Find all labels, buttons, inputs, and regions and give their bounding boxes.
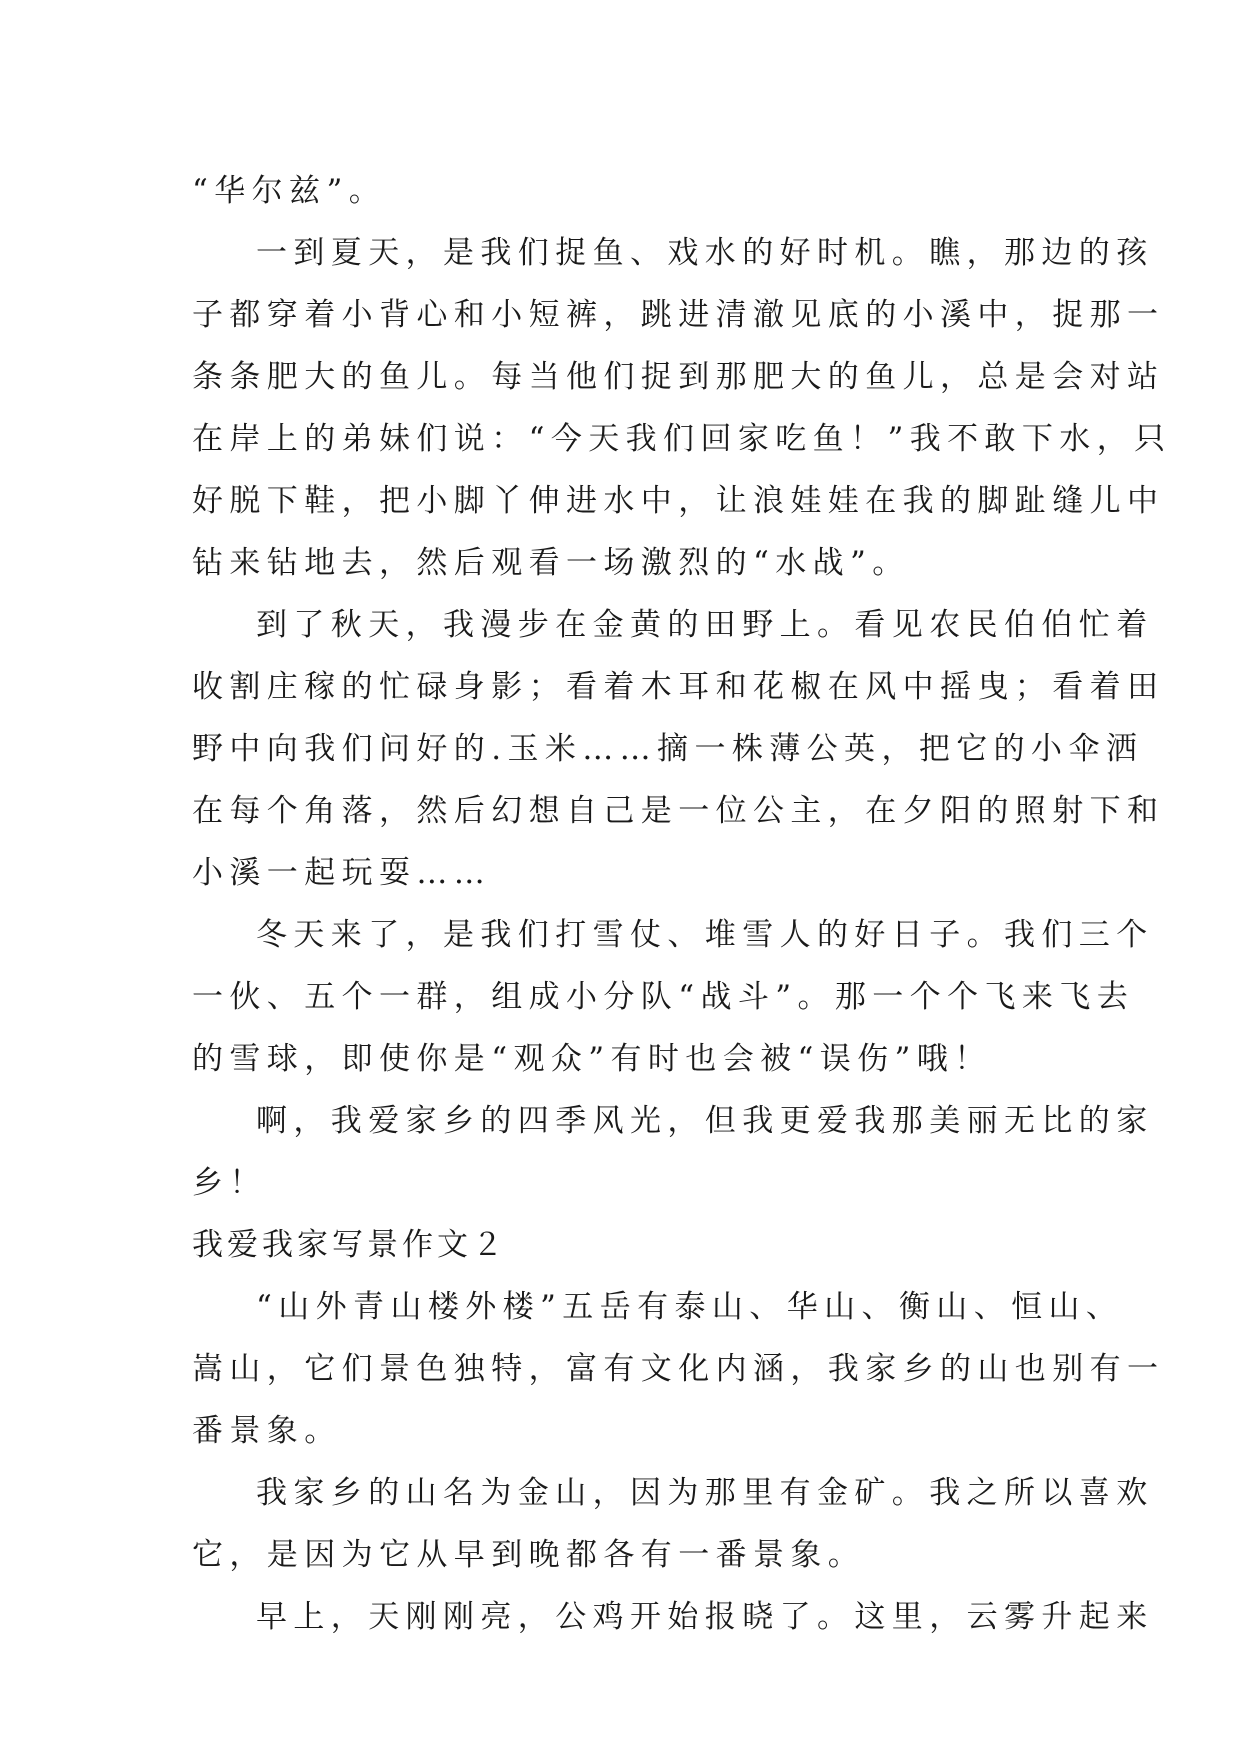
essay-body <box>192 160 1172 1648</box>
text-line: 番景象。 <box>192 1413 342 1449</box>
paragraph-start-line: 啊，我爱家乡的四季风光，但我更爱我那美丽无比的家 <box>256 1103 1154 1139</box>
paragraph-start-line: “山外青山楼外楼”五岳有泰山、华山、衡山、恒山、 <box>256 1289 1124 1325</box>
text-line: 野中向我们问好的.玉米……摘一株薄公英，把它的小伞洒 <box>192 731 1144 767</box>
paragraph-start-line: 一到夏天，是我们捉鱼、戏水的好时机。瞧，那边的孩 <box>256 235 1154 271</box>
paragraph-start-line: 到了秋天，我漫步在金黄的田野上。看见农民伯伯忙着 <box>256 607 1154 643</box>
text-line: 它，是因为它从早到晚都各有一番景象。 <box>192 1537 866 1573</box>
text-line: 条条肥大的鱼儿。每当他们捉到那肥大的鱼儿，总是会对站 <box>192 359 1165 395</box>
paragraph-start-line: 早上，天刚刚亮，公鸡开始报晓了。这里，云雾升起来 <box>256 1599 1154 1635</box>
text-line: 的雪球，即使你是“观众”有时也会被“误伤”哦！ <box>192 1041 992 1077</box>
text-line: 嵩山，它们景色独特，富有文化内涵，我家乡的山也别有一 <box>192 1351 1165 1387</box>
section-title: 我爱我家写景作文２ <box>192 1227 507 1263</box>
text-line: 在岸上的弟妹们说：“今天我们回家吃鱼！”我不敢下水，只 <box>192 421 1172 457</box>
text-line: 一伙、五个一群，组成小分队“战斗”。那一个个飞来飞去 <box>192 979 1135 1015</box>
text-line: 子都穿着小背心和小短裤，跳进清澈见底的小溪中，捉那一 <box>192 297 1165 333</box>
text-line: 收割庄稼的忙碌身影；看着木耳和花椒在风中摇曳；看着田 <box>192 669 1165 705</box>
text-line: 在每个角落，然后幻想自己是一位公主，在夕阳的照射下和 <box>192 793 1165 829</box>
text-line: 小溪一起玩耍…… <box>192 855 492 891</box>
paragraph-start-line: 冬天来了，是我们打雪仗、堆雪人的好日子。我们三个 <box>256 917 1154 953</box>
paragraph-start-line: 我家乡的山名为金山，因为那里有金矿。我之所以喜欢 <box>256 1475 1154 1511</box>
text-line: 乡！ <box>192 1165 267 1201</box>
text-line: “华尔兹”。 <box>192 173 387 209</box>
text-line: 好脱下鞋，把小脚丫伸进水中，让浪娃娃在我的脚趾缝儿中 <box>192 483 1165 519</box>
text-line: 钻来钻地去，然后观看一场激烈的“水战”。 <box>192 545 910 581</box>
